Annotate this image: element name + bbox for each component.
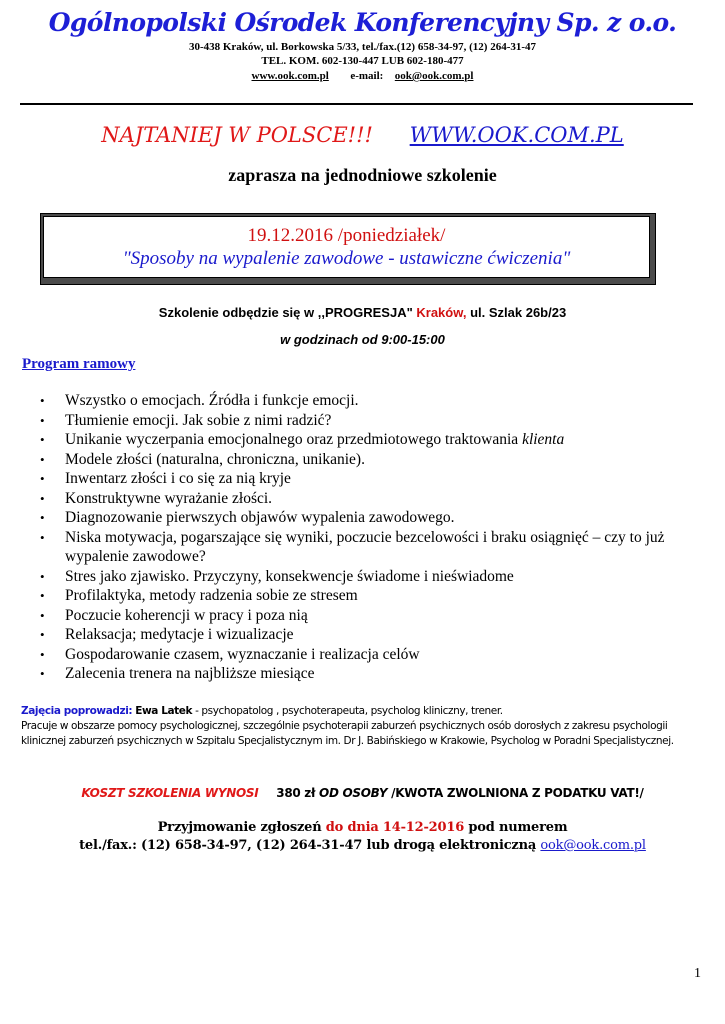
header-address: 30-438 Kraków, ul. Borkowska 5/33, tel./fax.(12) 658-34-97, (12) 264-31-47 [188,41,537,53]
cost-line [0,786,725,800]
registration-deadline: do dnia 14-12-2016 [325,820,465,835]
trainer-name: Ewa Latek [135,705,193,717]
organization-name: Ogólnopolski Ośrodek Konferencyjny Sp. z o.o. [48,8,677,37]
program-item [38,625,688,645]
event-box [40,213,656,285]
program-item [38,391,688,411]
program-heading: Program ramowy [22,356,136,372]
program-item-text: Relaksacja; medytacje i wizualizacje [65,626,294,643]
invitation-text: zaprasza na jednodniowe szkolenie [228,165,497,185]
event-box-inner [43,216,650,278]
program-item-text: Konstruktywne wyrażanie złości. [65,489,273,507]
program-item [38,606,688,626]
venue-line [0,305,725,320]
program-item [38,567,688,587]
program-item [38,645,688,665]
registration-line-1 [0,820,725,835]
venue-city: Kraków, [416,305,467,320]
bullet-icon: • [40,412,45,428]
bullet-icon: • [40,393,45,408]
website-link[interactable]: www.ook.com.pl [251,70,329,82]
program-item [38,411,688,431]
program-item-text: Tłumienie emocji. Jak sobie z nimi radzić? [65,411,332,429]
program-item [38,430,688,450]
promo-slogan: NAJTANIEJ W POLSCE!!! [101,123,373,147]
bullet-icon: • [40,432,45,447]
event-title: "Sposoby na wypalenie zawodowe - ustawiczne ćwiczenia" [122,248,571,269]
program-item [38,586,688,606]
header-phones: TEL. KOM. 602-130-447 LUB 602-180-477 [261,55,464,67]
email-label: e-mail: [350,70,384,82]
program-item-text: Niska motywacja, pogarszające się wyniki, poczucie bezcelowości i braku osiągnięć – czy to już wypalenie zawodowe? [65,528,665,565]
trainer-bio: Pracuje w obszarze pomocy psychologicznej, szczególnie psychoterapii zaburzeń psychicznych osób dorosłych z zakresu psychologii klinicznej zaburzeń psychicznych w Szpitalu Specjalistycznym im. Dr J. Babińskiego w Krakowie, Psycholog w Poradni Specjalistycznej. [21,720,674,747]
program-item-text: Unikanie wyczerpania emocjonalnego oraz przedmiotowego traktowania [65,431,519,448]
venue-street: ul. Szlak 26b/23 [470,305,567,320]
program-list [38,391,688,684]
program-item [38,489,688,509]
trainer-info [21,704,701,749]
program-item [38,450,688,470]
promo-row [0,123,725,147]
bullet-icon: • [40,568,45,584]
bullet-icon: • [40,529,45,545]
program-item-text: Modele złości (naturalna, chroniczna, unikanie). [65,450,365,468]
training-hours: w godzinach od 9:00-15:00 [280,332,445,347]
cost-amount: 380 zł [276,786,316,800]
program-item [38,664,688,684]
program-item-text: Gospodarowanie czasem, wyznaczanie i realizacja celów [65,645,420,663]
bullet-icon: • [40,510,45,525]
header-divider [20,103,693,105]
event-date: 19.12.2016 /poniedziałek/ [247,225,446,246]
venue-prefix: Szkolenie odbędzie się w ,,PROGRESJA" [158,305,413,320]
page-number: 1 [694,966,701,981]
program-item-emphasis: klienta [522,431,565,448]
bullet-icon: • [40,471,45,486]
bullet-icon: • [40,666,45,681]
program-item-text: Wszystko o emocjach. Źródła i funkcje emocji. [65,392,359,409]
program-item-text: Stres jako zjawisko. Przyczyny, konsekwencje świadome i nieświadome [65,567,514,585]
program-item-text: Inwentarz złości i co się za nią kryje [65,470,291,487]
cost-per-person: OD OSOBY [319,786,388,800]
program-item [38,508,688,528]
registration-prefix: Przyjmowanie zgłoszeń [157,820,322,835]
bullet-icon: • [40,646,45,662]
bullet-icon: • [40,451,45,467]
bullet-icon: • [40,627,45,642]
program-item-text: Profilaktyka, metody radzenia sobie ze stresem [65,587,358,604]
program-item-text: Poczucie koherencji w pracy i poza nią [65,606,308,624]
email-link[interactable]: ook@ook.com.pl [394,70,474,82]
registration-contact: tel./fax.: (12) 658-34-97, (12) 264-31-47 lub drogą elektroniczną [79,838,537,853]
program-item [38,528,688,567]
registration-suffix: pod numerem [468,820,568,835]
trainer-label: Zajęcia poprowadzi: [21,705,133,717]
cost-note: /KWOTA ZWOLNIONA Z PODATKU VAT!/ [391,786,644,800]
program-item-text: Zalecenia trenera na najbliższe miesiące [65,665,315,682]
trainer-roles: - psychopatolog , psychoterapeuta, psycholog kliniczny, trener. [195,705,503,717]
bullet-icon: • [40,588,45,603]
bullet-icon: • [40,490,45,506]
registration-email-link[interactable]: ook@ook.com.pl [540,838,646,853]
promo-url-link[interactable]: WWW.OOK.COM.PL [409,123,624,147]
bullet-icon: • [40,607,45,623]
program-item-text: Diagnozowanie pierwszych objawów wypalenia zawodowego. [65,509,455,526]
header-contact [0,70,725,82]
program-item [38,469,688,489]
cost-label: KOSZT SZKOLENIA WYNOSI [81,786,259,800]
registration-line-2 [0,838,725,853]
